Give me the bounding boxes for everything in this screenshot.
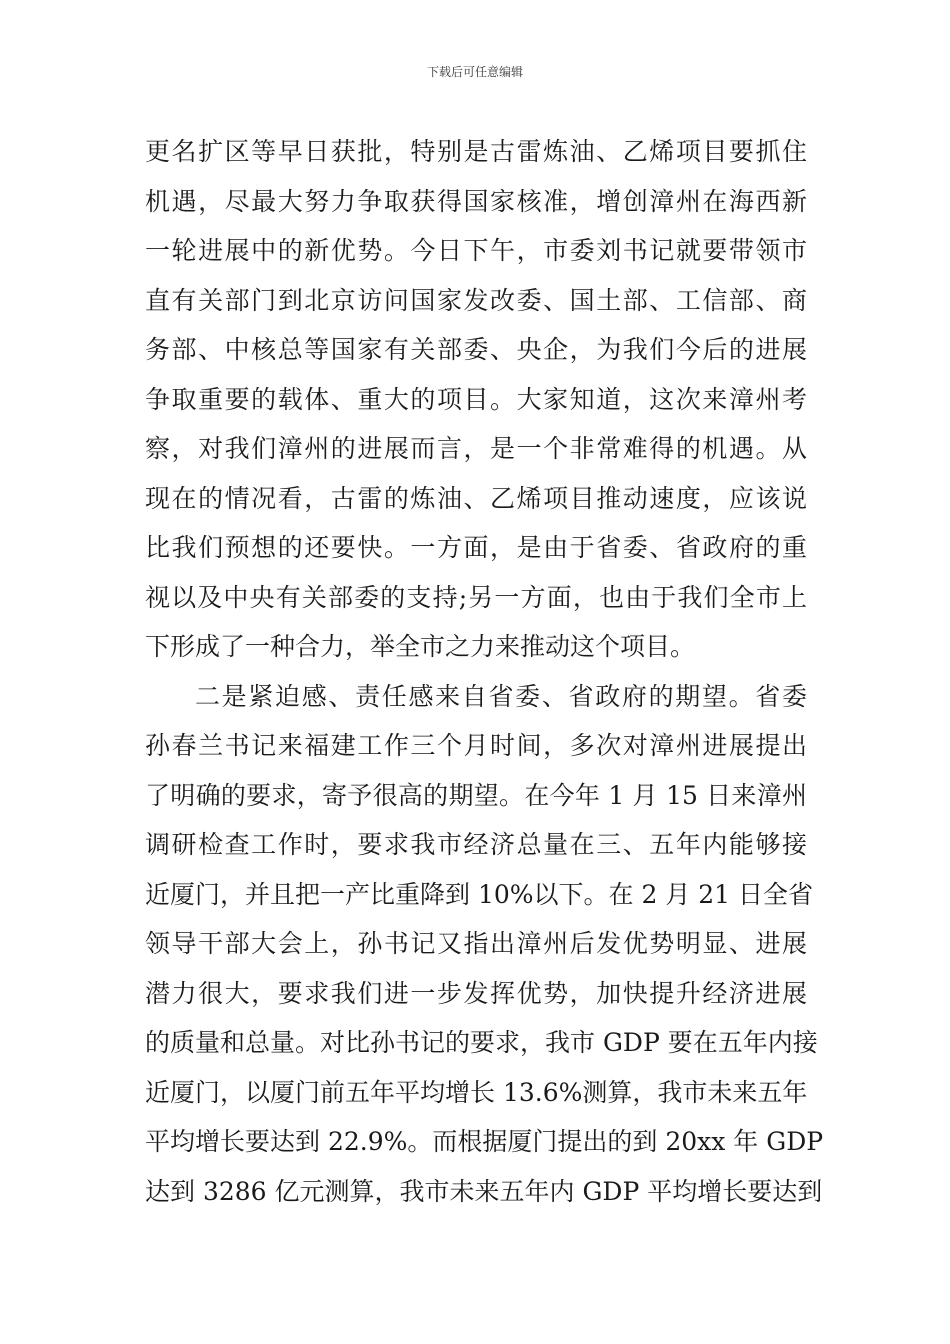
- text-line: 察，对我们漳州的进展而言，是一个非常难得的机遇。从: [145, 434, 807, 463]
- text-line: 近厦门，并且把一产比重降到 10%以下。在 2 月 21 日全省: [145, 879, 814, 909]
- text-line: 调研检查工作时，要求我市经济总量在三、五年内能够接: [145, 830, 807, 859]
- text-line: 平均增长要达到 22.9%。而根据厦门提出的到 20xx 年 GDP: [145, 1127, 824, 1156]
- text-line: 二是紧迫感、责任感来自省委、省政府的期望。省委: [195, 681, 807, 711]
- text-line: 比我们预想的还要快。一方面，是由于省委、省政府的重: [145, 533, 807, 562]
- text-line: 了明确的要求，寄予很高的期望。在今年 1 月 15 日来漳州: [145, 780, 807, 810]
- text-line: 机遇，尽最大努力争取获得国家核准，增创漳州在海西新: [145, 186, 807, 216]
- text-line: 达到 3286 亿元测算，我市未来五年内 GDP 平均增长要达到: [145, 1176, 823, 1206]
- text-line: 更名扩区等早日获批，特别是古雷炼油、乙烯项目要抓住: [145, 137, 807, 166]
- text-line: 争取重要的载体、重大的项目。大家知道，这次来漳州考: [145, 384, 807, 414]
- page-header: 下载后可任意编辑: [426, 65, 523, 79]
- text-line: 一轮进展中的新优势。今日下午，市委刘书记就要带领市: [145, 236, 807, 265]
- text-line: 领导干部大会上，孙书记又指出漳州后发优势明显、进展: [145, 929, 807, 958]
- text-line: 近厦门，以厦门前五年平均增长 13.6%测算，我市未来五年: [145, 1077, 808, 1107]
- text-line: 务部、中核总等国家有关部委、央企，为我们今后的进展: [145, 335, 807, 364]
- text-line: 的质量和总量。对比孙书记的要求，我市 GDP 要在五年内接: [145, 1028, 818, 1057]
- text-line: 孙春兰书记来福建工作三个月时间，多次对漳州进展提出: [145, 731, 807, 760]
- text-line: 潜力很大，要求我们进一步发挥优势，加快提升经济进展: [145, 978, 807, 1008]
- text-line: 视以及中央有关部委的支持;另一方面，也由于我们全市上: [145, 582, 807, 612]
- paragraph: [145, 127, 807, 672]
- text-line: 下形成了一种合力，举全市之力来推动这个项目。: [145, 632, 696, 661]
- paragraph: [145, 672, 824, 1217]
- text-line: 直有关部门到北京访问国家发改委、国土部、工信部、商: [145, 285, 807, 315]
- text-line: 现在的情况看，古雷的炼油、乙烯项目推动速度，应该说: [145, 483, 807, 513]
- document-body: [145, 127, 824, 1216]
